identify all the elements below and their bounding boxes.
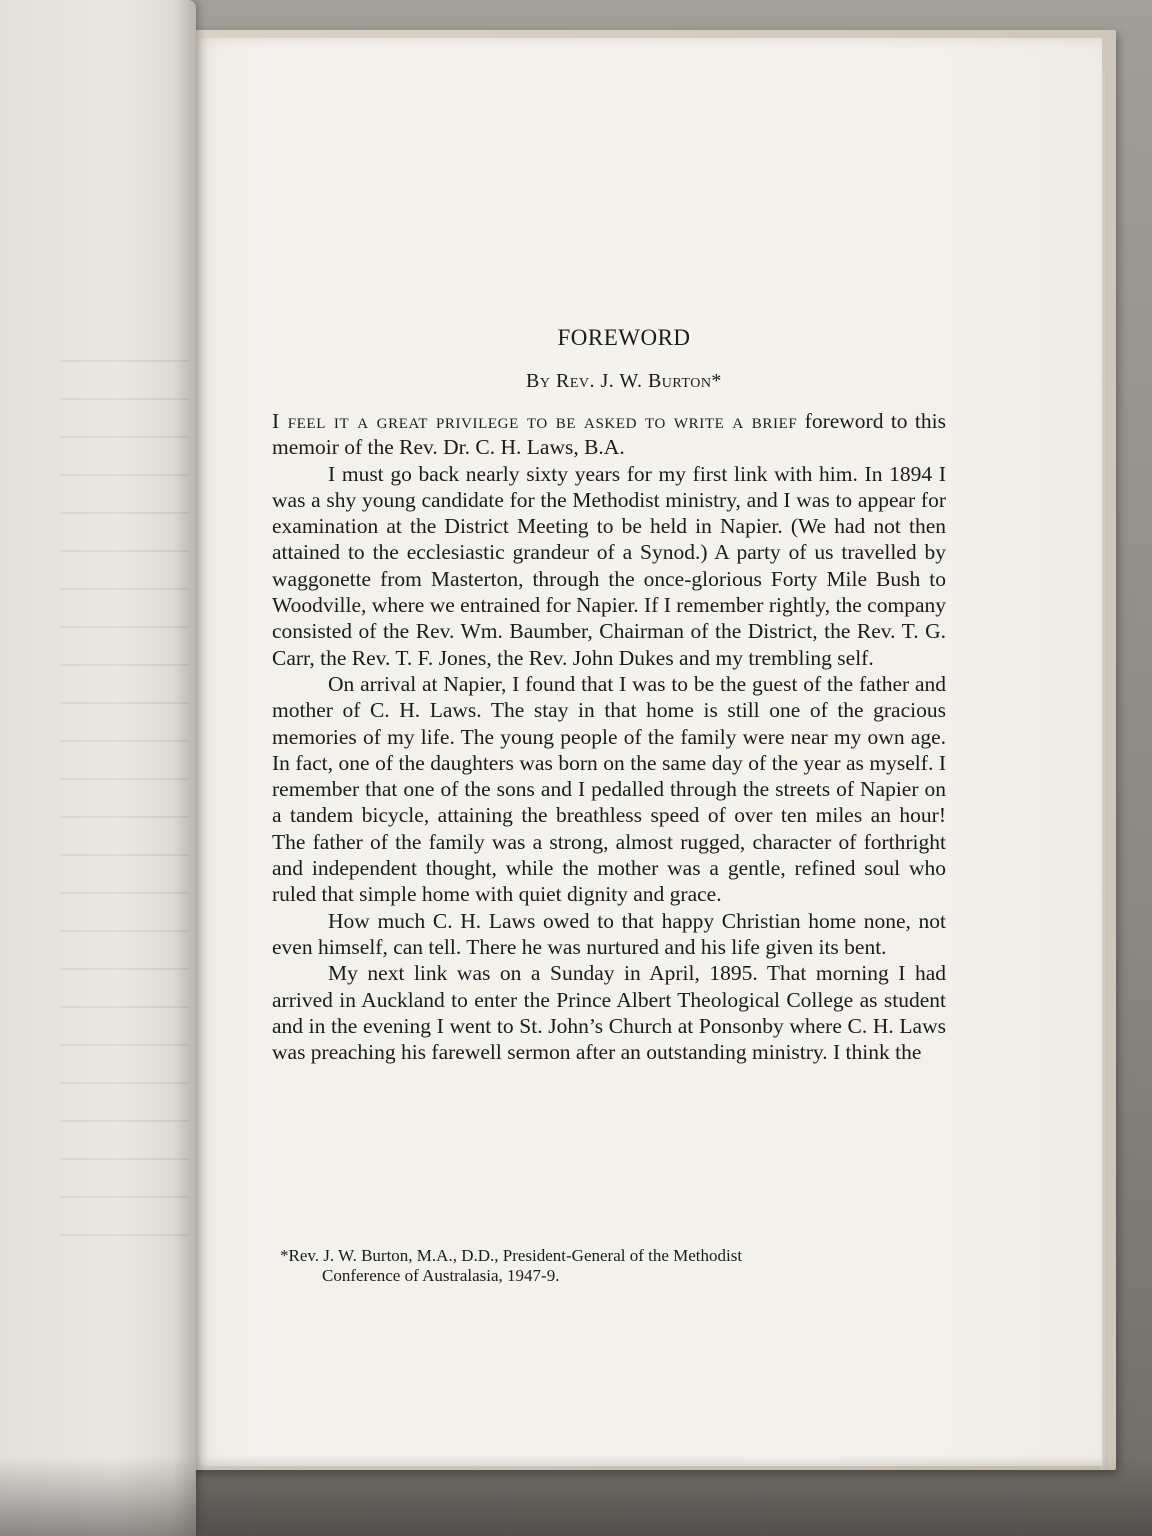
- opening-small-caps: I feel it a great privilege to be asked to write a brief: [272, 409, 798, 433]
- left-page-show-through: [60, 360, 190, 1260]
- footnote: [280, 1246, 946, 1286]
- page-title: FOREWORD: [557, 325, 691, 350]
- table-shadow: [0, 1456, 1152, 1536]
- paragraph-2: I must go back nearly sixty years for my first link with him. In 1894 I was a shy young candidate for the Methodist ministry, and I was to appear for examination at the District Meeting to be held in Napier. (We had not then attained to the ecclesiastic grandeur of a Synod.) A party of us travelled by waggonette from Masterton, through the once-glorious Forty Mile Bush to Woodville, where we entrained for Napier. If I remember rightly, the company consisted of the Rev. Wm. Baumber, Chairman of the District, the Rev. T. G. Carr, the Rev. T. F. Jones, the Rev. John Dukes and my trembling self.: [272, 461, 946, 670]
- paragraph-5: My next link was on a Sunday in April, 1895. That morning I had arrived in Auckland to enter the Prince Albert Theological College as student and in the evening I went to St. John’s Church at Ponsonby where C. H. Laws was preaching his farewell sermon after an outstanding ministry. I think the: [272, 961, 946, 1065]
- footnote-line-2: Conference of Australasia, 1947-9.: [322, 1266, 560, 1285]
- paragraph-3: On arrival at Napier, I found that I was to be the guest of the father and mother of C. H. Laws. The stay in that home is still one of the gracious memories of my life. The young people of the family were near my own age. In fact, one of the daughters was born on the same day of the year as myself. I remember that one of the sons and I pedalled through the streets of Napier on a tandem bicycle, attaining the breathless speed of over ten miles an hour! The father of the family was a strong, almost rugged, character of forthright and independent thought, while the mother was a gentle, refined soul who ruled that simple home with quiet dignity and grace.: [272, 671, 946, 907]
- foreword-body: [272, 408, 946, 1065]
- paragraph-4: How much C. H. Laws owed to that happy Christian home none, not even himself, can tell. There he was nurtured and his life given its bent.: [272, 908, 946, 959]
- footnote-line-1: *Rev. J. W. Burton, M.A., D.D., President-General of the Methodist: [280, 1246, 743, 1265]
- byline: By Rev. J. W. Burton*: [526, 370, 722, 392]
- left-page: [0, 0, 196, 1536]
- paragraph-1: [272, 408, 946, 461]
- foreword-text-block: [272, 320, 946, 1065]
- paragraph-1-text: foreword to this memoir of the Rev. Dr. C. H. Laws, B.A.: [272, 409, 946, 460]
